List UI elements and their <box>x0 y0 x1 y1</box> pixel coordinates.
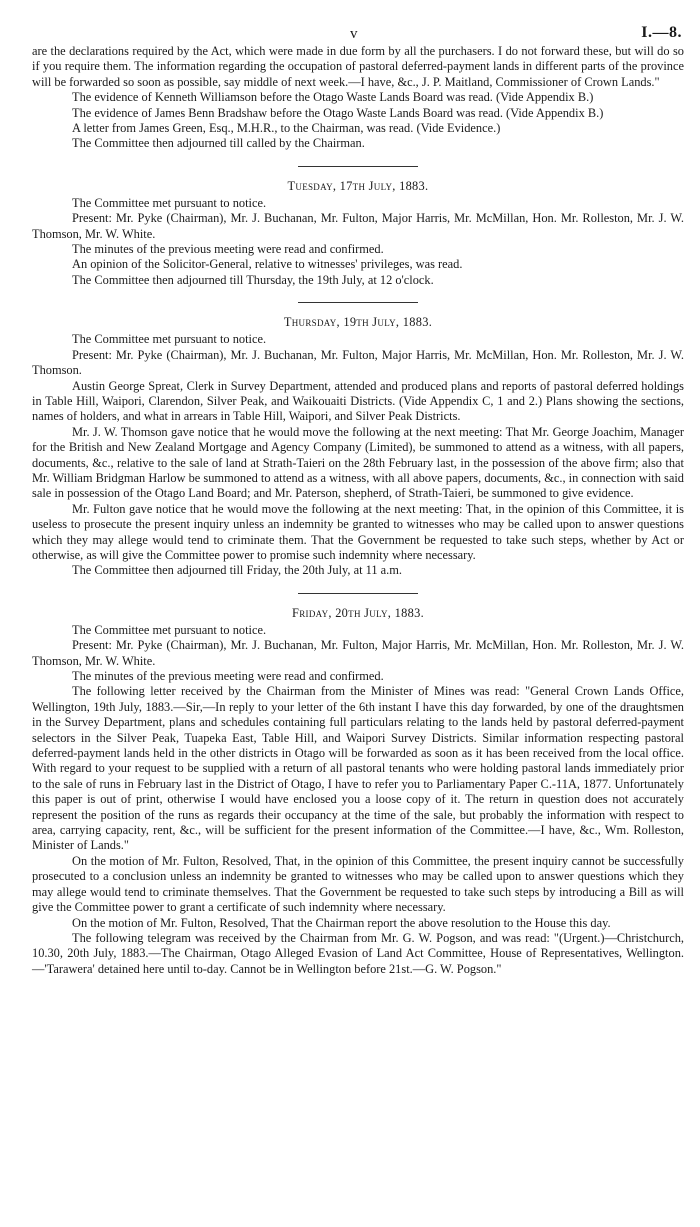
paragraph: Austin George Spreat, Clerk in Survey Department, attended and produced plans and reports of pastoral deferred holdings in Table Hill, Waipori, Clarendon, Silver Peak, and Waikouaiti Districts. (Vide Appendix C, 1 and 2.) Plans showing the sections, names of holders, and what in arrears in Table Hill, Waipori, and Silver Peak Districts. <box>32 378 684 424</box>
paragraph: Present: Mr. Pyke (Chairman), Mr. J. Buchanan, Mr. Fulton, Major Harris, Mr. McMillan, Hon. Mr. Rolleston, Mr. J. W. Thomson. <box>32 347 684 378</box>
paper-reference: I.—8. <box>641 24 682 41</box>
paragraph: Present: Mr. Pyke (Chairman), Mr. J. Buchanan, Mr. Fulton, Major Harris, Mr. McMillan, Hon. Mr. Rolleston, Mr. J. W. Thomson, Mr. W. White. <box>32 211 684 241</box>
paragraph: are the declarations required by the Act, which were made in due form by all the purchasers. I do not forward these, but will do so if you require them. The information regarding the occupation of pastoral deferred-payment lands in different parts of the province will be forwarded so soon as possible, say middle of next week.—I have, &c., J. P. Maitland, Commissioner of Crown Lands." <box>32 44 684 89</box>
paragraph: The Committee then adjourned till Friday, the 20th July, at 11 a.m. <box>72 563 403 578</box>
meeting-date-heading: Thursday, 19th July, 1883. <box>283 315 433 330</box>
section-divider <box>298 166 418 167</box>
meeting-date-heading: Tuesday, 17th July, 1883. <box>287 178 429 193</box>
paragraph: The Committee met pursuant to notice. <box>72 195 267 210</box>
paragraph: On the motion of Mr. Fulton, Resolved, That, in the opinion of this Committee, the present inquiry cannot be successfully prosecuted to a conclusion unless an indemnity be granted to witnesses who may be called upon to answer questions which they may allege would tend to criminate themselves. That the Government be requested to take such steps by introducing a Bill as will give the Committee power to grant a certificate of such indemnity where necessary. <box>32 853 684 915</box>
paragraph: The following telegram was received by the Chairman from Mr. G. W. Pogson, and was read: "(Urgent.)—Christchurch, 10.30, 20th July, 1883.—The Chairman, Otago Alleged Evasion of Land Act Committee, House of Representatives, Wellington.—'Tarawera' detained here until to-day. Cannot be in Wellington before 21st.—G. W. Pogson." <box>32 930 684 976</box>
paragraph: The Committee then adjourned till Thursday, the 19th July, at 12 o'clock. <box>72 272 434 287</box>
paragraph: The minutes of the previous meeting were read and confirmed. <box>72 242 384 257</box>
document-body <box>32 44 684 977</box>
paragraph: An opinion of the Solicitor-General, relative to witnesses' privileges, was read. <box>72 257 463 272</box>
paragraph: Present: Mr. Pyke (Chairman), Mr. J. Buchanan, Mr. Fulton, Major Harris, Mr. McMillan, Hon. Mr. Rolleston, Mr. J. W. Thomson, Mr. W. White. <box>32 638 684 668</box>
paragraph: Mr. J. W. Thomson gave notice that he would move the following at the next meeting: That Mr. George Joachim, Manager for the British and New Zealand Mortgage and Agency Company (Limited), be summoned to attend as a witness, with all papers, documents, &c., relative to the sale of land at Strath-Taieri on the 28th February last, in the possession of the above firm; also that Mr. William Bridgman Harlow be summoned to attend as a witness, with all above papers, documents, &c., in connection with said sale in possession of the Otago Land Board; and Mr. Paterson, shepherd, of Strath-Taieri, be summoned to give evidence. <box>32 424 684 501</box>
paragraph: The Committee met pursuant to notice. <box>72 332 267 347</box>
paragraph: Mr. Fulton gave notice that he would move the following at the next meeting: That, in the opinion of this Committee, it is useless to prosecute the present inquiry unless an indemnity be granted to witnesses who may be called upon to answer questions which they may allege would tend to criminate them. That the Government be requested to take such steps, whether by Act or otherwise, as will give the Committee power to promise such indemnity where necessary. <box>32 501 684 562</box>
paragraph: The Committee then adjourned till called by the Chairman. <box>72 136 365 151</box>
meeting-date-heading: Friday, 20th July, 1883. <box>292 605 424 620</box>
page-number: v <box>350 26 358 42</box>
page-header <box>32 0 684 44</box>
paragraph: The minutes of the previous meeting were read and confirmed. <box>72 669 384 683</box>
section-divider <box>298 593 418 594</box>
paragraph: On the motion of Mr. Fulton, Resolved, That the Chairman report the above resolution to the House this day. <box>72 915 611 930</box>
section-divider <box>298 302 418 303</box>
paragraph: The evidence of Kenneth Williamson before the Otago Waste Lands Board was read. (Vide Appendix B.) <box>72 90 594 105</box>
paragraph: The following letter received by the Chairman from the Minister of Mines was read: "General Crown Lands Office, Wellington, 19th July, 1883.—Sir,—In reply to your letter of the 6th instant I have this day forwarded, by one of the draughtsmen in the Survey Department, plans and schedules containing full particulars relating to the lands held by pastoral deferred-payment selectors in the Silver Peak, Tuapeka East, Table Hill, and Waipori Survey Districts. Similar information respecting pastoral deferred-payment lands held in the other districts in Otago will be forwarded as soon as it has been received from the local office. With regard to your request to be supplied with a return of all pastoral tenants who were holding pastoral lands immediately prior to the sale of runs in February last in the District of Otago, I have to refer you to Parliamentary Paper C.-11A, 1877. Unfortunately this paper is out of print, otherwise I would have enclosed you a loose copy of it. The return in question does not accurately represent the position of the runs as regards their occupancy at the time of the sale, but probably the information with respect to area, carrying capacity, rent, &c., will be sufficient for the present information of the Committee.—I have, &c., Wm. Rolleston, Minister of Lands." <box>32 684 684 853</box>
paragraph: A letter from James Green, Esq., M.H.R., to the Chairman, was read. (Vide Evidence.) <box>72 121 501 136</box>
paragraph: The evidence of James Benn Bradshaw before the Otago Waste Lands Board was read. (Vide Appendix B.) <box>72 105 604 120</box>
paragraph: The Committee met pursuant to notice. <box>72 622 267 637</box>
